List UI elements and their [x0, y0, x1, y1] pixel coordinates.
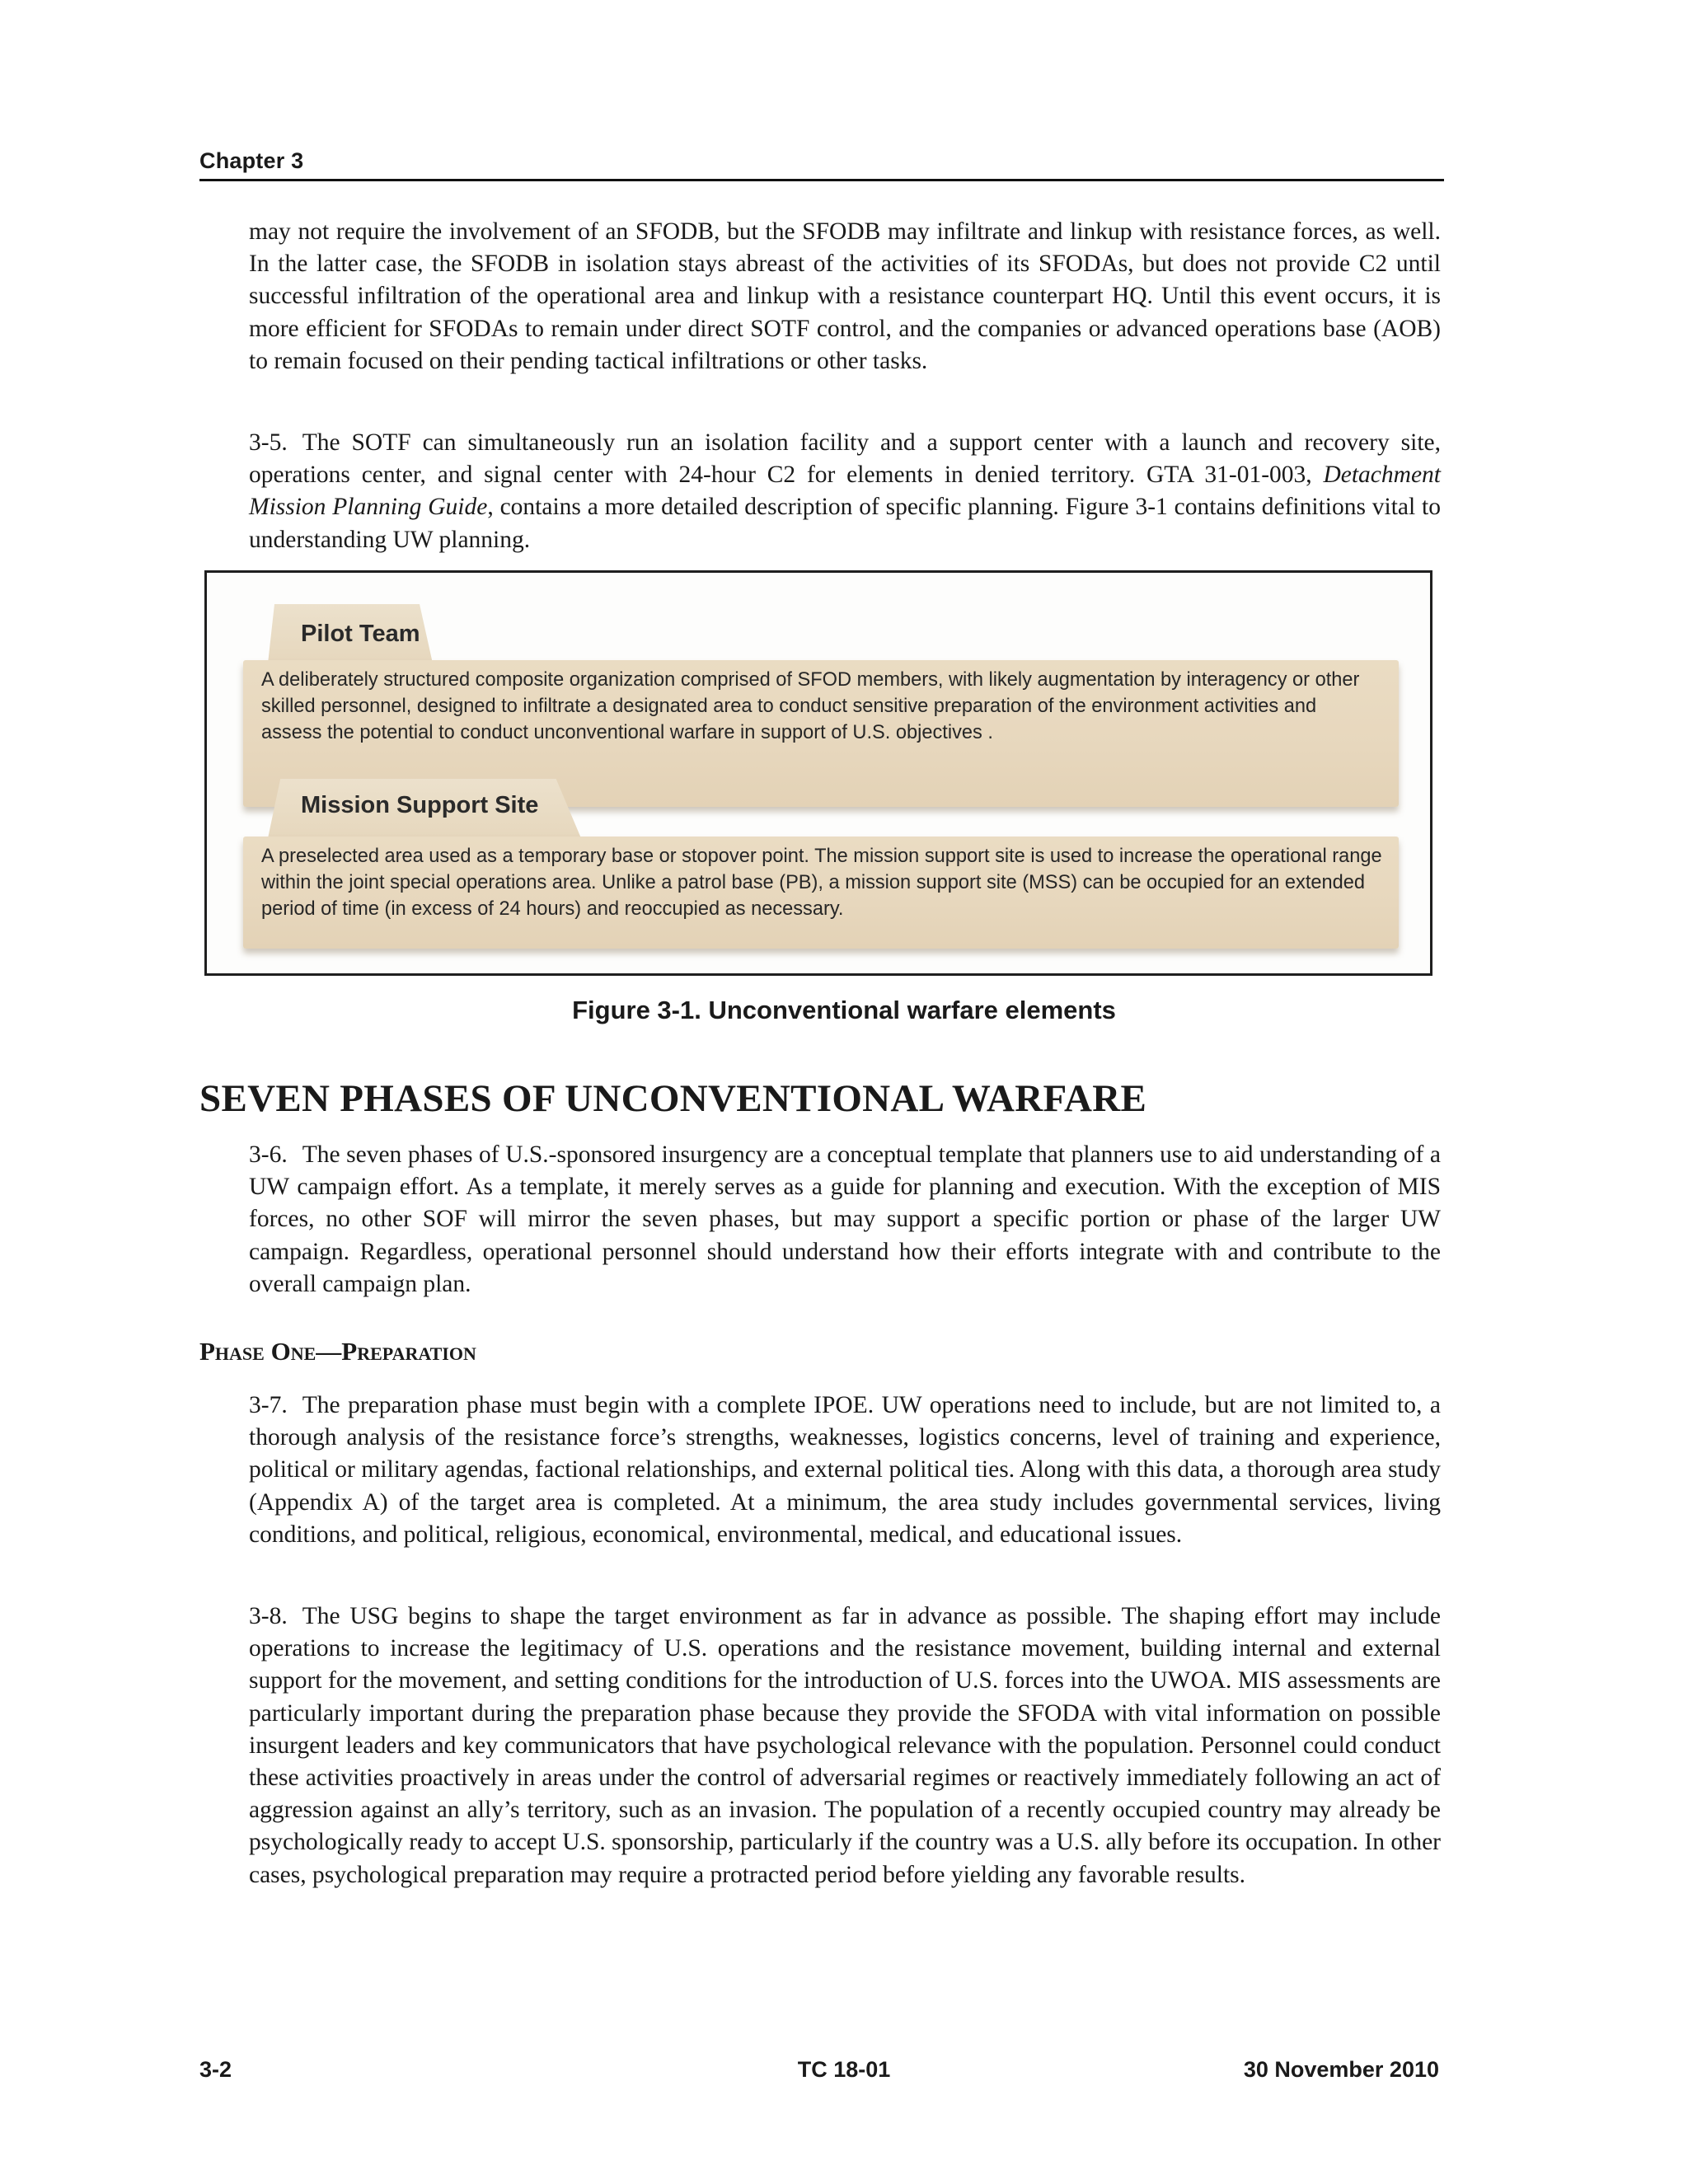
section-heading: SEVEN PHASES OF UNCONVENTIONAL WARFARE — [199, 1077, 1147, 1120]
paragraph-text: The USG begins to shape the target environment as far in advance as possible. The shaping effort may include operations to increase the legitimacy of U.S. operations and the resistance movement, building internal and external support for the movement, and setting conditions for the introduction of U.S. forces into the UWOA. MIS assessments are particularly important during the preparation phase because they provide the SFODA with vital information on possible insurgent leaders and key communicators that have psychological relevance with the population. Personnel could conduct these activities proactively in areas under the control of adversarial regimes or reactively immediately following an act of aggression against an ally’s territory, such as an invasion. The population of a recently occupied country may already be psychologically ready to accept U.S. sponsorship, particularly if the country was a U.S. ally before its occupation. In other cases, psychological preparation may require a protracted period before yielding any favorable results. — [249, 1603, 1441, 1888]
panel-mission-support-site — [243, 837, 1399, 949]
paragraph-text: The SOTF can simultaneously run an isolation facility and a support center with a launch and recovery site, operations center, and signal center with 24-hour C2 for elements in denied territory. GTA 31-01-003, — [249, 429, 1441, 489]
paragraph-text: , contains a more detailed description of specific planning. Figure 3-1 contains definitions vital to understanding UW planning. — [249, 494, 1441, 553]
header-rule — [199, 179, 1444, 181]
footer-publication: TC 18-01 — [797, 2057, 891, 2082]
paragraph-text: The preparation phase must begin with a complete IPOE. UW operations need to include, but are not limited to, a thorough analysis of the resistance force’s strengths, weaknesses, logistics concerns, level of training and experience, political or military agendas, factional relationships, and external political ties. Along with this data, a thorough area study (Appendix A) of the target area is completed. At a minimum, the area study includes governmental services, living conditions, and political, religious, economical, environmental, medical, and educational issues. — [249, 1392, 1441, 1548]
figure-frame — [204, 570, 1432, 976]
paragraph-3-8 — [249, 1601, 1441, 1891]
paragraph-3-5 — [249, 427, 1441, 556]
footer-date: 30 November 2010 — [1243, 2057, 1439, 2082]
paragraph-3-7 — [249, 1390, 1441, 1551]
chapter-header: Chapter 3 — [199, 148, 304, 173]
subsection-heading: Phase One—Preparation — [199, 1337, 476, 1366]
footer-page-number: 3-2 — [199, 2057, 232, 2082]
panel-title-mission-support-site: Mission Support Site — [301, 792, 539, 818]
paragraph-number: 3-5. — [249, 429, 288, 456]
paragraph-number: 3-8. — [249, 1603, 288, 1629]
panel-title-pilot-team: Pilot Team — [301, 621, 420, 647]
panel-text-pilot-team: A deliberately structured composite organization comprised of SFOD members, with likely augmentation by interagency or other skilled personnel, designed to infiltrate a designated area to conduct sensitive preparation of the environment activities and assess the potential to conduct unconventional warfare in support of U.S. objectives . — [261, 669, 1360, 743]
paragraph-continuation: may not require the involvement of an SFODB, but the SFODB may infiltrate and linkup with resistance forces, as well. In the latter case, the SFODB in isolation stays abreast of the activities of its SFODAs, but does not provide C2 until successful infiltration of the operational area and linkup with a resistance counterpart HQ. Until this event occurs, it is more efficient for SFODAs to remain under direct SOTF control, and the companies or advanced operations base (AOB) to remain focused on their pending tactical infiltrations or other tasks. — [249, 218, 1441, 374]
publication-title: Detachment Mission Planning Guide — [249, 462, 1441, 521]
panel-text-mission-support-site: A preselected area used as a temporary base or stopover point. The mission support site is used to increase the operational range within the joint special operations area. Unlike a patrol base (PB), a mission support site (MSS) can be occupied for an extended period of time (in excess of 24 hours) and reoccupied as necessary. — [261, 846, 1382, 920]
figure-caption: Figure 3-1. Unconventional warfare elements — [572, 996, 1116, 1024]
paragraph-3-6 — [249, 1139, 1441, 1301]
paragraph-number: 3-7. — [249, 1392, 288, 1418]
paragraph-number: 3-6. — [249, 1141, 288, 1168]
paragraph-text: The seven phases of U.S.-sponsored insurgency are a conceptual template that planners use to aid understanding of a UW campaign effort. As a template, it merely serves as a guide for planning and execution. With the exception of MIS forces, no other SOF will mirror the seven phases, but may support a specific portion or phase of the larger UW campaign. Regardless, operational personnel should understand how their efforts integrate with and contribute to the overall campaign plan. — [249, 1141, 1441, 1297]
